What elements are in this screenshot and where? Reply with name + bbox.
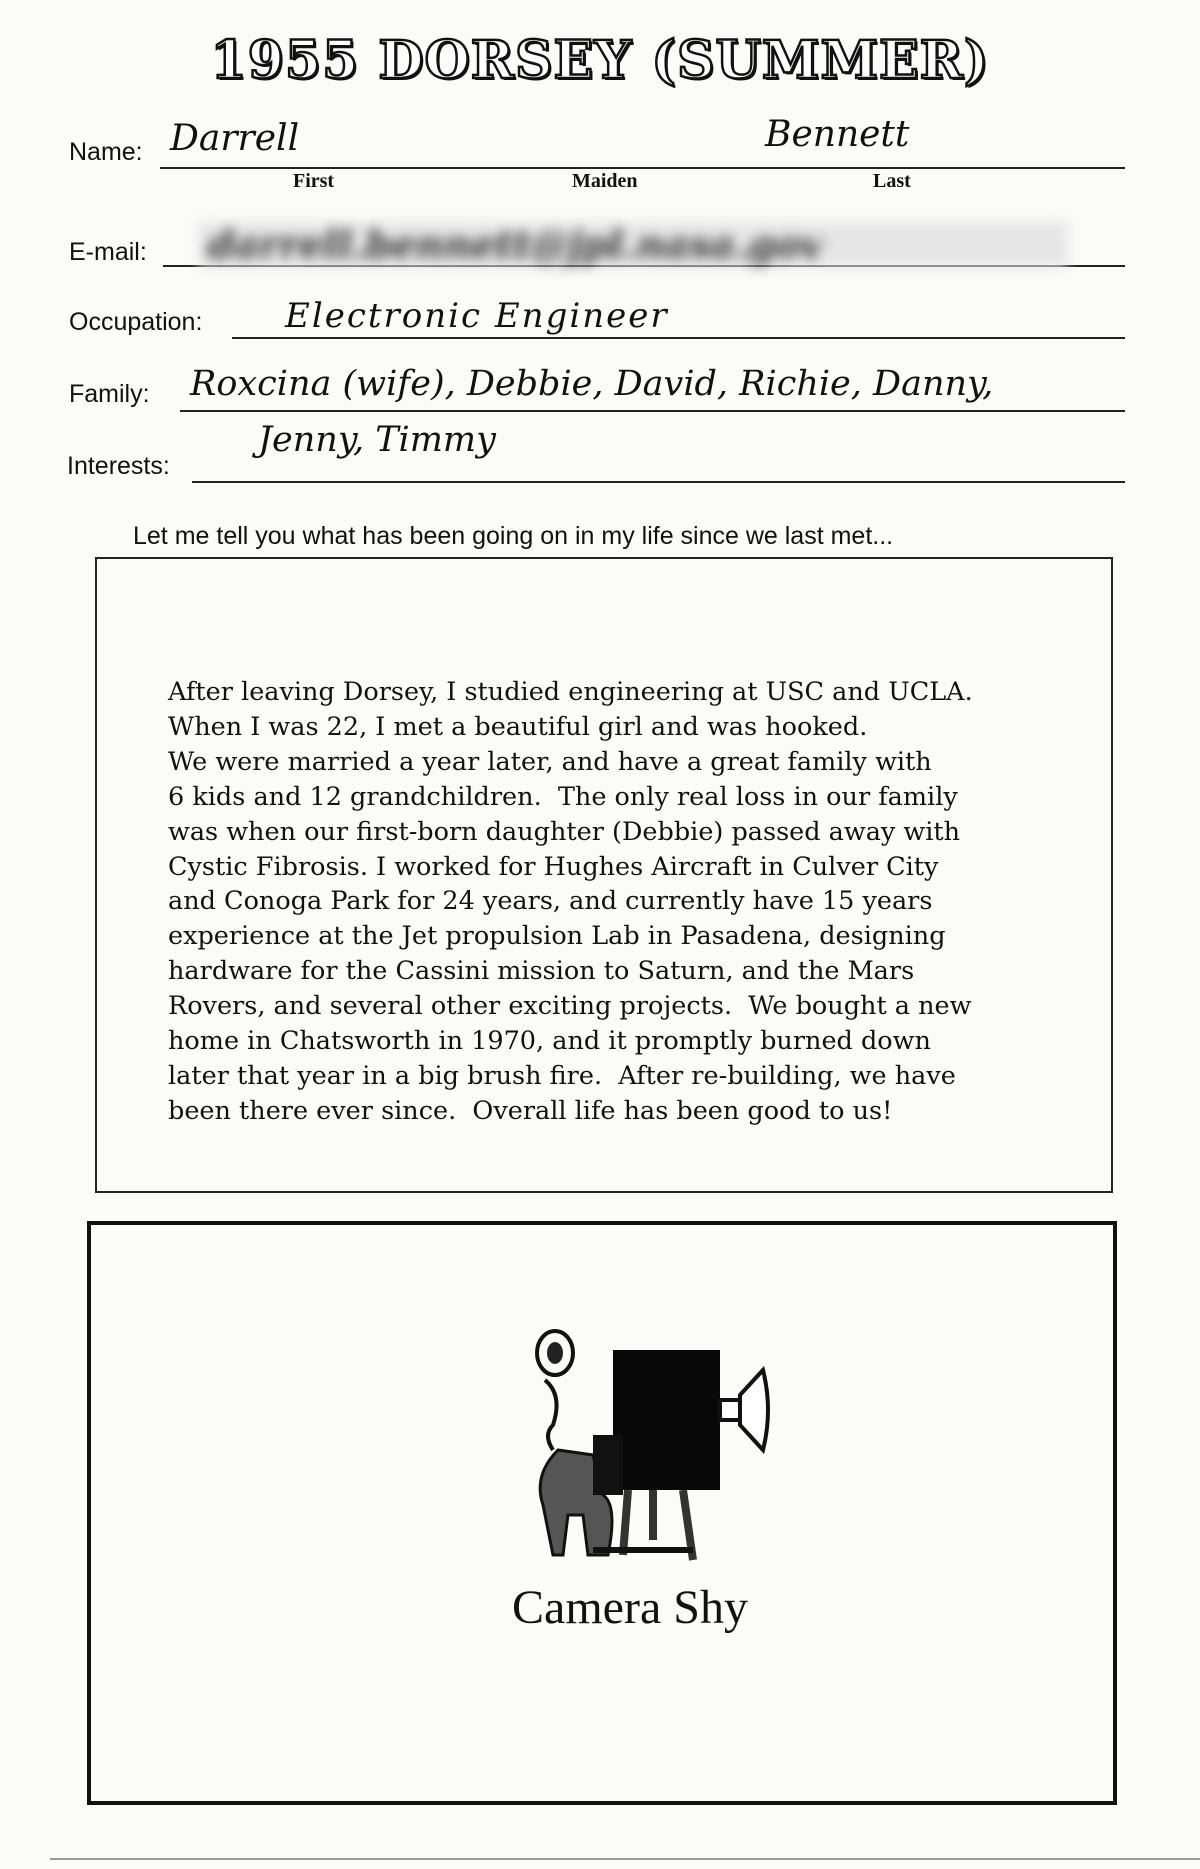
story-line: later that year in a big brush fire. After re-building, we have: [168, 1060, 956, 1091]
occupation-value: Electronic Engineer: [285, 296, 669, 336]
interests-label: Interests:: [67, 452, 170, 480]
camera-operator-icon: [533, 1325, 773, 1565]
family-label: Family:: [69, 380, 150, 408]
first-name-value: Darrell: [170, 118, 300, 159]
story-line: After leaving Dorsey, I studied engineering at USC and UCLA.: [168, 677, 973, 707]
story-prompt: Let me tell you what has been going on in my life since we last met...: [133, 522, 894, 550]
story-line: Cystic Fibrosis. I worked for Hughes Aircraft in Culver City: [168, 851, 939, 882]
story-line: and Conoga Park for 24 years, and currently have 15 years: [168, 886, 933, 917]
page-title: 1955 DORSEY (SUMMER): [210, 30, 990, 91]
maiden-sublabel: Maiden: [572, 170, 638, 192]
family-value-line1: Roxcina (wife), Debbie, David, Richie, Danny,: [190, 364, 994, 404]
story-line: When I was 22, I met a beautiful girl and was hooked.: [168, 711, 868, 742]
story-line: experience at the Jet propulsion Lab in Pasadena, designing: [168, 921, 946, 952]
story-text: [168, 675, 1088, 1129]
last-sublabel: Last: [873, 170, 911, 192]
email-label: E-mail:: [69, 238, 147, 266]
occupation-line: [232, 337, 1125, 339]
family-line: [180, 410, 1125, 412]
family-value-line2: Jenny, Timmy: [258, 420, 496, 460]
last-name-value: Bennett: [765, 114, 910, 155]
occupation-label: Occupation:: [69, 308, 203, 336]
story-line: home in Chatsworth in 1970, and it promptly burned down: [168, 1026, 931, 1057]
bottom-divider: [50, 1858, 1200, 1860]
story-line: was when our first-born daughter (Debbie) passed away with: [168, 816, 961, 847]
interests-line: [192, 481, 1125, 483]
name-label: Name:: [69, 138, 143, 166]
story-line: 6 kids and 12 grandchildren. The only real loss in our family: [168, 781, 958, 812]
story-line: We were married a year later, and have a great family with: [168, 746, 932, 777]
story-line: been there ever since. Overall life has been good to us!: [168, 1095, 893, 1126]
story-line: Rovers, and several other exciting projects. We bought a new: [168, 991, 972, 1022]
name-line: [160, 167, 1125, 169]
photo-caption: Camera Shy: [512, 1581, 748, 1634]
email-value-redacted: darrell.bennett@jpl.nasa.gov: [198, 222, 1068, 267]
story-line: hardware for the Cassini mission to Saturn, and the Mars: [168, 956, 915, 987]
first-sublabel: First: [293, 170, 335, 192]
